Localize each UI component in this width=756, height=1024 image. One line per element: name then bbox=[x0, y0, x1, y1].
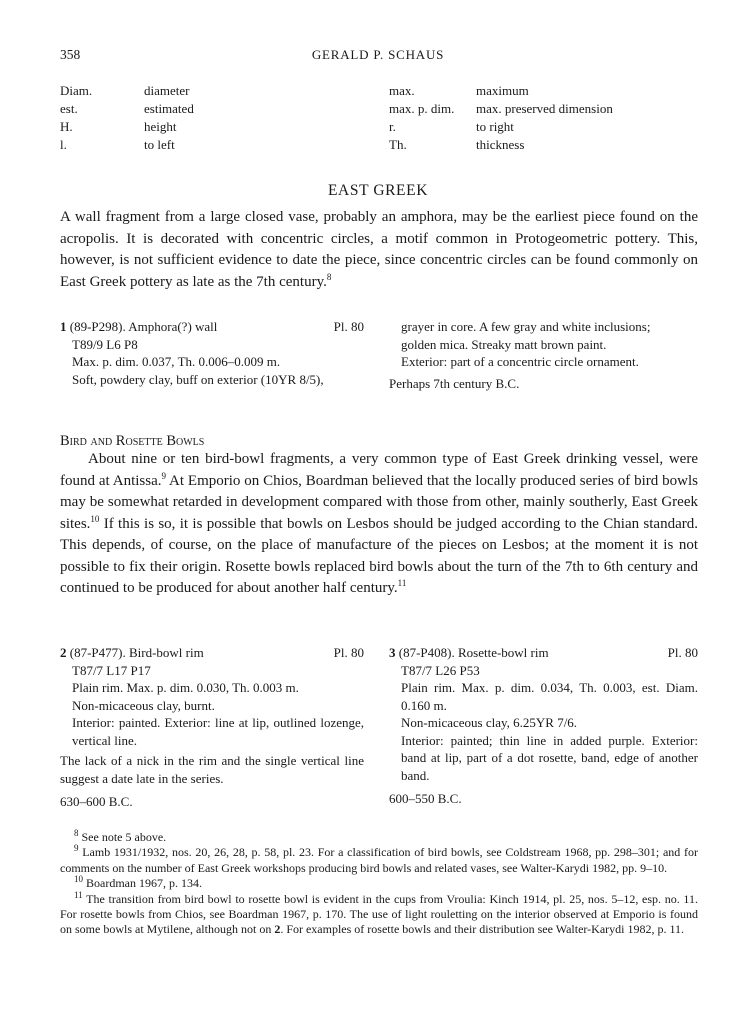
entry-decoration: Interior: painted; thin line in added purple. Exterior: band at lip, part of a dot rosette, band, edge of another band. bbox=[401, 732, 698, 783]
abbreviation-term: Th. bbox=[389, 137, 407, 152]
abbreviation-meaning: thickness bbox=[476, 137, 525, 152]
entry-clay-continued: golden mica. Streaky matt brown paint. bbox=[401, 336, 607, 352]
abbreviation-column-left-meanings bbox=[144, 82, 194, 154]
abbreviation-meaning: max. preserved dimension bbox=[476, 101, 613, 116]
entry-title bbox=[60, 318, 217, 336]
paragraph-text: If this is so, it is possible that bowls on Lesbos should be judged according to the Chian standard. This depends, of course, on the place of manufacture of the pieces on Lesbos; at the moment it is not possible to fix their origin. Rosette bowls replaced bird bowls about the turn of the 7th to 6th century and continued to be produced for about another half century. bbox=[60, 515, 698, 596]
catalogue-number-reference: 2 bbox=[274, 922, 281, 937]
entry-id: (87-P477). Bird-bowl rim bbox=[66, 645, 204, 660]
abbreviation-meaning: height bbox=[144, 119, 177, 134]
running-head-author: GERALD P. SCHAUS bbox=[311, 47, 445, 62]
entry-dimensions: Plain rim. Max. p. dim. 0.030, Th. 0.003 m. bbox=[72, 680, 299, 695]
catalogue-entry-3 bbox=[389, 644, 698, 808]
entry-id: (87-P408). Rosette-bowl rim bbox=[395, 645, 549, 660]
section-heading: EAST GREEK bbox=[327, 182, 428, 199]
intro-paragraph bbox=[60, 207, 698, 293]
abbreviation-column-right-meanings bbox=[476, 82, 613, 154]
entry-title bbox=[389, 644, 549, 662]
entry-number: 3 bbox=[389, 645, 396, 660]
abbreviation-meaning: diameter bbox=[144, 83, 190, 98]
entry-title bbox=[60, 644, 204, 662]
abbreviation-column-right-terms bbox=[389, 82, 454, 154]
entry-date bbox=[389, 790, 698, 808]
entry-comment: The lack of a nick in the rim and the single vertical line suggest a date late in the series. bbox=[60, 753, 364, 786]
footnote-11 bbox=[60, 889, 698, 938]
entry-heading bbox=[389, 644, 698, 662]
page-number: 358 bbox=[60, 47, 81, 62]
footnote-9 bbox=[60, 845, 698, 876]
date-value: Perhaps 7th century bbox=[389, 375, 496, 391]
subsection-heading: Bird and Rosette Bowls bbox=[60, 433, 205, 449]
plate-reference: Pl. 80 bbox=[333, 319, 364, 334]
footnote-number: 11 bbox=[74, 889, 83, 900]
entry-date bbox=[389, 375, 698, 393]
footnote-text: The transition from bird bowl to rosette bowl is evident in the cups from Vroulia: Kinch 1914, pl. 25, nos. 5–12, esp. no. 11. For rosette bowls from Chios, see Boardman 1967, p. 170. The use of light rouletting on the interior observed at Emporio is found on some bowls at Mytilene, although not on bbox=[60, 891, 698, 937]
entry-exterior: Exterior: part of a concentric circle ornament. bbox=[401, 354, 639, 369]
abbreviation-term: est. bbox=[60, 101, 78, 116]
era-label: B.C. bbox=[108, 794, 133, 809]
footnotes bbox=[60, 830, 698, 938]
plate-reference: Pl. 80 bbox=[333, 645, 364, 660]
abbreviation-term: Diam. bbox=[60, 83, 93, 98]
entry-clay: Non-micaceous clay, 6.25YR 7/6. bbox=[401, 715, 578, 730]
entry-dimensions: Max. p. dim. 0.037, Th. 0.006–0.009 m. bbox=[72, 354, 281, 369]
footnote-number: 10 bbox=[74, 874, 83, 885]
entry-context: T87/7 L17 P17 bbox=[72, 662, 151, 678]
entry-heading bbox=[60, 644, 364, 662]
entry-number: 2 bbox=[60, 645, 67, 660]
abbreviation-meaning: to right bbox=[476, 119, 514, 134]
era-label: B.C. bbox=[495, 375, 520, 391]
footnote-text: . For examples of rosette bowls and their distribution see Walter-Karydi 1982, p. 11. bbox=[280, 922, 685, 937]
entry-context: T87/7 L26 P53 bbox=[401, 662, 480, 678]
abbreviation-term: H. bbox=[60, 119, 73, 134]
entry-dimensions: Plain rim. Max. p. dim. 0.034, Th. 0.003, est. Diam. 0.160 m. bbox=[401, 680, 698, 713]
entry-heading bbox=[60, 318, 364, 336]
footnote-reference: 9 bbox=[161, 470, 166, 481]
bird-bowls-paragraph bbox=[60, 449, 698, 600]
footnote-number: 9 bbox=[74, 843, 79, 854]
abbreviation-term: max. bbox=[389, 83, 415, 98]
date-value: 630–600 bbox=[60, 794, 109, 809]
entry-number: 1 bbox=[60, 319, 67, 334]
paragraph-text: A wall fragment from a large closed vase, probably an amphora, may be the earliest piece found on the acropolis. It is decorated with concentric circles, a motif common in Protogeometric pottery. This, however, is not sufficient evidence to date the piece, since concentric circles can be found commonly on East Greek pottery as late as the 7th century. bbox=[60, 209, 698, 290]
abbreviation-meaning: maximum bbox=[476, 83, 529, 98]
entry-clay: Soft, powdery clay, buff on exterior (10YR 8/5), bbox=[72, 371, 324, 387]
catalogue-entry-1-continued bbox=[389, 318, 698, 392]
footnote-reference: 8 bbox=[326, 271, 332, 282]
entry-date bbox=[60, 793, 364, 811]
footnote-text: Lamb 1931/1932, nos. 20, 26, 28, p. 58, pl. 23. For a classification of bird bowls, see Coldstream 1968, pp. 298–301; and for comments on the number of East Greek workshops producing bird bowls and related vases, see Walter-Karydi 1982, pp. 9–10. bbox=[60, 845, 698, 875]
footnote-text: See note 5 above. bbox=[78, 830, 167, 844]
era-label: B.C. bbox=[437, 791, 462, 806]
abbreviation-term: r. bbox=[389, 119, 396, 134]
abbreviation-term: max. p. dim. bbox=[389, 101, 455, 116]
catalogue-entry-2 bbox=[60, 644, 364, 811]
paragraph-text: At Emporio on Chios, Boardman believed that the locally produced series of bird bowls may be somewhat retarded in development compared with those from other, mainly southerly, East Greek sites. bbox=[60, 472, 699, 532]
footnote-reference: 11 bbox=[397, 578, 407, 588]
abbreviation-meaning: to left bbox=[144, 137, 175, 152]
paragraph-text: About nine or ten bird-bowl fragments, a very common type of East Greek drinking vessel, were found at Antissa. bbox=[60, 451, 698, 489]
abbreviation-column-left-terms bbox=[60, 82, 92, 154]
footnote-10 bbox=[60, 876, 698, 891]
entry-clay-continued: grayer in core. A few gray and white inclusions; bbox=[401, 319, 651, 334]
abbreviation-meaning: estimated bbox=[144, 101, 194, 116]
entry-id: (89-P298). Amphora(?) wall bbox=[66, 319, 218, 334]
entry-clay: Non-micaceous clay, burnt. bbox=[72, 697, 215, 713]
footnote-reference: 10 bbox=[90, 513, 100, 524]
abbreviation-term: l. bbox=[60, 137, 67, 152]
footnote-8 bbox=[60, 830, 698, 845]
entry-context: T89/9 L6 P8 bbox=[72, 336, 138, 352]
footnote-number: 8 bbox=[74, 828, 79, 838]
plate-reference: Pl. 80 bbox=[667, 645, 698, 660]
footnote-text: Boardman 1967, p. 134. bbox=[83, 876, 202, 891]
date-value: 600–550 bbox=[389, 791, 438, 806]
catalogue-entry-1 bbox=[60, 318, 364, 388]
entry-decoration: Interior: painted. Exterior: line at lip, outlined lozenge, vertical line. bbox=[72, 715, 364, 748]
